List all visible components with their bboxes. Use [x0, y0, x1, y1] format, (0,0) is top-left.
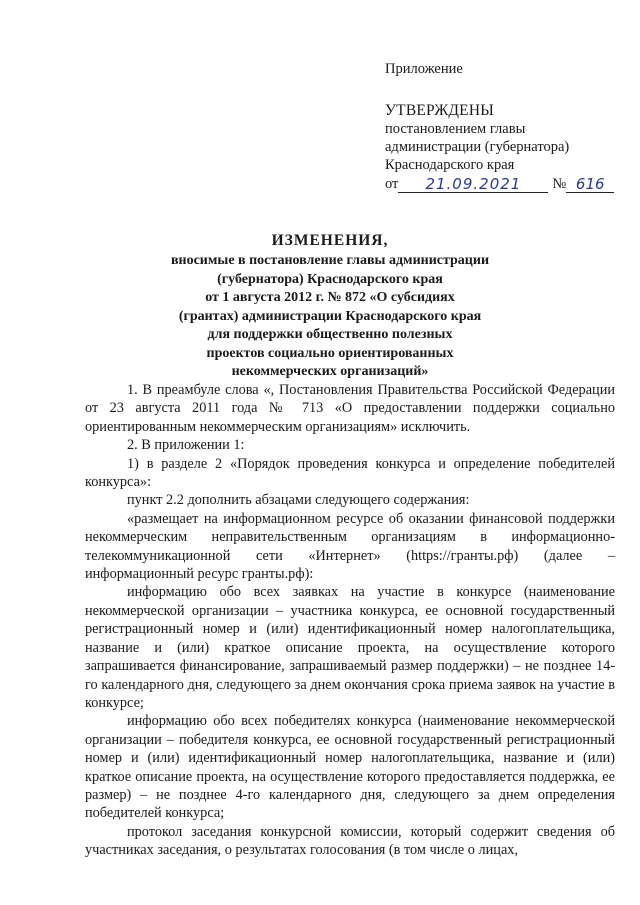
handwritten-number: 616	[566, 176, 614, 193]
body-paragraph: 1) в разделе 2 «Порядок проведения конкурса и определение победителей конкурса»:	[85, 455, 615, 491]
approval-line: Краснодарского края	[385, 157, 515, 173]
title-line: (губернатора) Краснодарского края	[217, 271, 443, 287]
approval-line: постановлением главы	[385, 121, 526, 137]
body-paragraph: «размещает на информационном ресурсе об оказании финансовой поддержки некоммерческим неправительственным организациям в информационно-телекоммуникационной сети «Интернет» (https://гранты.рф) (далее – информационный ресурс гранты.рф):	[85, 510, 615, 583]
title-line: для поддержки общественно полезных	[207, 327, 453, 342]
document-body	[85, 381, 615, 860]
approval-line: администрации (губернатора)	[385, 139, 570, 155]
title-line: некоммерческих организаций»	[231, 364, 429, 379]
date-number-line	[385, 175, 625, 193]
title-line: проектов социально ориентированных	[206, 345, 454, 361]
body-paragraph: протокол заседания конкурсной комиссии, который содержит сведения об участниках заседания, о результатах голосования (в том числе о лицах,	[85, 823, 615, 859]
title-line: (грантах) администрации Краснодарского края	[178, 308, 482, 324]
number-prefix: №	[552, 176, 567, 192]
body-paragraph: информацию обо всех победителях конкурса (наименование некоммерческой организации – победителя конкурса, ее основной государственный регистрационный номер и (или) идентификационный номер налогоплательщика, название и (или) краткое описание проекта, на осуществление которого предоставляется поддержка, ее размер) – не позднее 4-го календарного дня, следующего за днем определения победителей конкурса;	[85, 713, 615, 822]
date-prefix: от	[385, 176, 399, 192]
body-paragraph: 1. В преамбуле слова «, Постановления Правительства Российской Федерации от 23 августа 2011 года № 713 «О предоставлении поддержки социально ориентированным некоммерческим организациям» исключить.	[85, 382, 615, 435]
title-heading: ИЗМЕНЕНИЯ,	[271, 232, 389, 249]
body-paragraph: пункт 2.2 дополнить абзацами следующего содержания:	[127, 492, 470, 509]
appendix-label: Приложение	[385, 61, 463, 77]
body-paragraph: 2. В приложении 1:	[127, 437, 245, 454]
title-line: вносимые в постановление главы администрации	[170, 253, 490, 268]
handwritten-date: 21.09.2021	[398, 176, 548, 193]
title-line: от 1 августа 2012 г. № 872 «О субсидиях	[205, 290, 455, 305]
approved-label: УТВЕРЖДЕНЫ	[385, 102, 494, 119]
approval-block	[385, 60, 625, 193]
body-paragraph: информацию обо всех заявках на участие в конкурсе (наименование некоммерческой организации – участника конкурса, ее основной государственный регистрационный номер и (или) идентификационный номер налогоплательщика, название и (или) краткое описание проекта, на осуществление которого запрашивается финансирование, запрашиваемый размер поддержки) – не позднее 14-го календарного дня, следующего за днем окончания срока приема заявок на участие в конкурсе;	[85, 584, 615, 711]
document-title	[60, 232, 600, 382]
